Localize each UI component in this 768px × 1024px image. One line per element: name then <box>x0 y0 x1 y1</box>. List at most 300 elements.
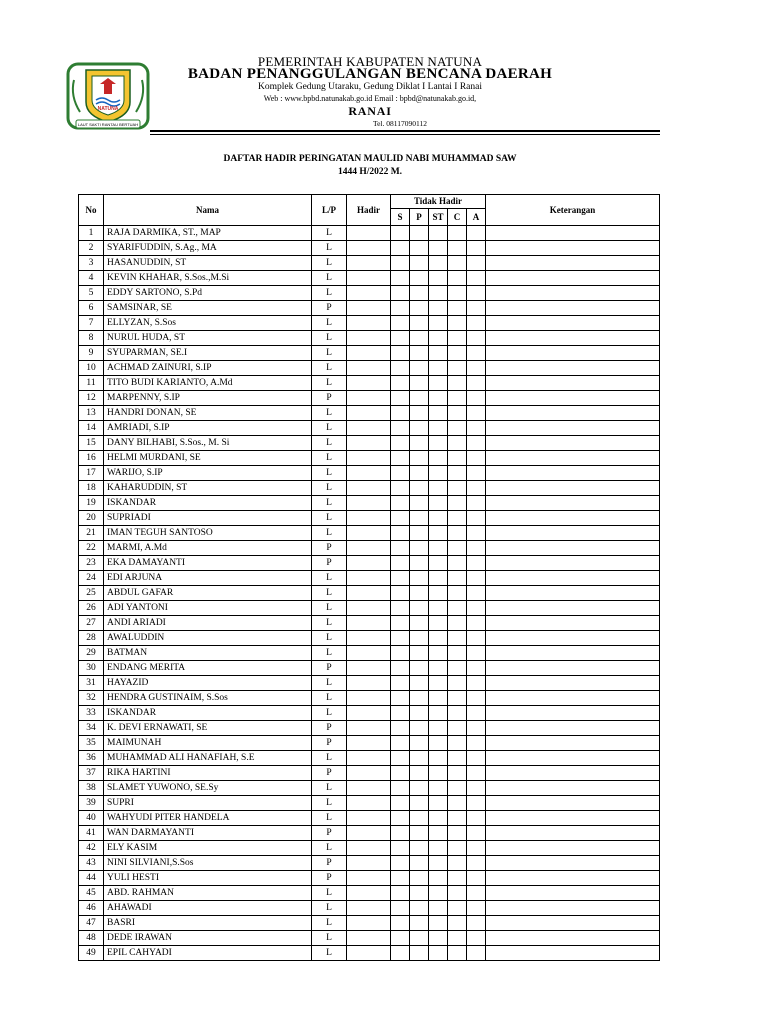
row-name: BASRI <box>104 916 312 931</box>
row-hadir-cell <box>347 886 391 901</box>
row-name: HANDRI DONAN, SE <box>104 406 312 421</box>
row-gender: L <box>312 901 347 916</box>
row-keterangan-cell <box>486 406 660 421</box>
row-number: 7 <box>79 316 104 331</box>
row-keterangan-cell <box>486 451 660 466</box>
row-number: 40 <box>79 811 104 826</box>
row-c-cell <box>448 766 467 781</box>
table-row <box>79 556 660 571</box>
table-row <box>79 406 660 421</box>
row-number: 6 <box>79 301 104 316</box>
row-p-cell <box>410 286 429 301</box>
row-a-cell <box>467 526 486 541</box>
row-number: 25 <box>79 586 104 601</box>
table-row <box>79 616 660 631</box>
row-name: EDDY SARTONO, S.Pd <box>104 286 312 301</box>
row-a-cell <box>467 811 486 826</box>
row-s-cell <box>391 931 410 946</box>
document-year: 1444 H/2022 M. <box>337 167 403 177</box>
row-hadir-cell <box>347 796 391 811</box>
row-keterangan-cell <box>486 751 660 766</box>
row-p-cell <box>410 751 429 766</box>
row-st-cell <box>429 361 448 376</box>
table-row <box>79 916 660 931</box>
row-p-cell <box>410 601 429 616</box>
row-c-cell <box>448 256 467 271</box>
row-p-cell <box>410 841 429 856</box>
col-header-c: C <box>448 209 467 226</box>
row-gender: L <box>312 226 347 241</box>
row-number: 24 <box>79 571 104 586</box>
svg-text:LAUT SAKTI RANTAU BERTUAH: LAUT SAKTI RANTAU BERTUAH <box>77 122 139 127</box>
row-hadir-cell <box>347 541 391 556</box>
row-number: 35 <box>79 736 104 751</box>
row-p-cell <box>410 646 429 661</box>
row-name: DEDE IRAWAN <box>104 931 312 946</box>
row-a-cell <box>467 481 486 496</box>
row-a-cell <box>467 226 486 241</box>
row-keterangan-cell <box>486 676 660 691</box>
row-p-cell <box>410 676 429 691</box>
row-number: 41 <box>79 826 104 841</box>
row-name: DANY BILHABI, S.Sos., M. Si <box>104 436 312 451</box>
row-hadir-cell <box>347 901 391 916</box>
row-s-cell <box>391 391 410 406</box>
row-st-cell <box>429 286 448 301</box>
row-name: ADI YANTONI <box>104 601 312 616</box>
row-number: 33 <box>79 706 104 721</box>
row-number: 22 <box>79 541 104 556</box>
row-name: SUPRI <box>104 796 312 811</box>
row-name: HENDRA GUSTINAIM, S.Sos <box>104 691 312 706</box>
row-hadir-cell <box>347 466 391 481</box>
row-st-cell <box>429 616 448 631</box>
header-address: Komplek Gedung Utaraku, Gedung Diklat I Lantai I Ranai <box>258 82 482 92</box>
row-gender: L <box>312 646 347 661</box>
row-st-cell <box>429 541 448 556</box>
table-row <box>79 301 660 316</box>
row-name: MARMI, A.Md <box>104 541 312 556</box>
row-gender: L <box>312 436 347 451</box>
row-s-cell <box>391 796 410 811</box>
row-st-cell <box>429 661 448 676</box>
row-st-cell <box>429 721 448 736</box>
row-hadir-cell <box>347 346 391 361</box>
row-s-cell <box>391 286 410 301</box>
row-gender: L <box>312 271 347 286</box>
table-row <box>79 661 660 676</box>
table-row <box>79 856 660 871</box>
row-s-cell <box>391 271 410 286</box>
row-s-cell <box>391 331 410 346</box>
row-st-cell <box>429 406 448 421</box>
row-s-cell <box>391 541 410 556</box>
row-a-cell <box>467 241 486 256</box>
row-p-cell <box>410 391 429 406</box>
row-a-cell <box>467 256 486 271</box>
col-header-lp: L/P <box>312 195 347 226</box>
row-s-cell <box>391 586 410 601</box>
row-gender: L <box>312 946 347 961</box>
row-s-cell <box>391 691 410 706</box>
table-row <box>79 226 660 241</box>
row-a-cell <box>467 931 486 946</box>
row-a-cell <box>467 436 486 451</box>
table-row <box>79 691 660 706</box>
row-hadir-cell <box>347 451 391 466</box>
row-hadir-cell <box>347 601 391 616</box>
header-phone: Tel. 08117090112 <box>373 119 427 128</box>
row-number: 45 <box>79 886 104 901</box>
row-st-cell <box>429 631 448 646</box>
row-name: SUPRIADI <box>104 511 312 526</box>
row-name: WAHYUDI PITER HANDELA <box>104 811 312 826</box>
table-row <box>79 646 660 661</box>
row-st-cell <box>429 856 448 871</box>
row-keterangan-cell <box>486 931 660 946</box>
row-c-cell <box>448 811 467 826</box>
table-row <box>79 901 660 916</box>
table-row <box>79 466 660 481</box>
row-keterangan-cell <box>486 721 660 736</box>
row-p-cell <box>410 436 429 451</box>
row-keterangan-cell <box>486 466 660 481</box>
row-gender: P <box>312 661 347 676</box>
row-keterangan-cell <box>486 301 660 316</box>
col-header-nama: Nama <box>104 195 312 226</box>
row-name: ACHMAD ZAINURI, S.IP <box>104 361 312 376</box>
row-number: 21 <box>79 526 104 541</box>
row-name: EDI ARJUNA <box>104 571 312 586</box>
row-name: KAHARUDDIN, ST <box>104 481 312 496</box>
row-s-cell <box>391 301 410 316</box>
row-keterangan-cell <box>486 436 660 451</box>
row-p-cell <box>410 271 429 286</box>
row-gender: P <box>312 556 347 571</box>
row-s-cell <box>391 346 410 361</box>
row-c-cell <box>448 361 467 376</box>
row-gender: L <box>312 571 347 586</box>
row-number: 34 <box>79 721 104 736</box>
row-hadir-cell <box>347 571 391 586</box>
row-gender: P <box>312 541 347 556</box>
row-number: 47 <box>79 916 104 931</box>
table-row <box>79 586 660 601</box>
row-keterangan-cell <box>486 271 660 286</box>
col-header-s: S <box>391 209 410 226</box>
row-hadir-cell <box>347 301 391 316</box>
table-row <box>79 316 660 331</box>
row-c-cell <box>448 541 467 556</box>
row-gender: L <box>312 796 347 811</box>
row-p-cell <box>410 616 429 631</box>
table-row <box>79 871 660 886</box>
row-p-cell <box>410 451 429 466</box>
row-number: 8 <box>79 331 104 346</box>
row-hadir-cell <box>347 841 391 856</box>
row-name: ISKANDAR <box>104 496 312 511</box>
row-s-cell <box>391 466 410 481</box>
row-c-cell <box>448 751 467 766</box>
row-keterangan-cell <box>486 781 660 796</box>
row-st-cell <box>429 646 448 661</box>
row-number: 28 <box>79 631 104 646</box>
row-a-cell <box>467 406 486 421</box>
row-name: EKA DAMAYANTI <box>104 556 312 571</box>
row-st-cell <box>429 676 448 691</box>
table-row <box>79 451 660 466</box>
table-row <box>79 376 660 391</box>
row-st-cell <box>429 916 448 931</box>
row-c-cell <box>448 826 467 841</box>
row-name: HELMI MURDANI, SE <box>104 451 312 466</box>
table-row <box>79 721 660 736</box>
col-header-a: A <box>467 209 486 226</box>
row-c-cell <box>448 316 467 331</box>
row-c-cell <box>448 376 467 391</box>
row-number: 42 <box>79 841 104 856</box>
row-p-cell <box>410 331 429 346</box>
row-keterangan-cell <box>486 286 660 301</box>
row-s-cell <box>391 616 410 631</box>
attendance-rows <box>79 226 660 961</box>
col-header-keterangan: Keterangan <box>486 195 660 226</box>
row-st-cell <box>429 421 448 436</box>
row-hadir-cell <box>347 496 391 511</box>
attendance-table <box>78 194 660 961</box>
row-gender: L <box>312 451 347 466</box>
row-name: HAYAZID <box>104 676 312 691</box>
row-keterangan-cell <box>486 496 660 511</box>
row-st-cell <box>429 481 448 496</box>
row-c-cell <box>448 226 467 241</box>
row-number: 10 <box>79 361 104 376</box>
row-number: 19 <box>79 496 104 511</box>
row-a-cell <box>467 541 486 556</box>
row-a-cell <box>467 916 486 931</box>
row-name: ELLYZAN, S.Sos <box>104 316 312 331</box>
row-p-cell <box>410 931 429 946</box>
row-s-cell <box>391 751 410 766</box>
row-s-cell <box>391 661 410 676</box>
row-gender: L <box>312 331 347 346</box>
row-a-cell <box>467 706 486 721</box>
row-gender: L <box>312 886 347 901</box>
row-keterangan-cell <box>486 736 660 751</box>
row-c-cell <box>448 421 467 436</box>
row-st-cell <box>429 841 448 856</box>
row-s-cell <box>391 841 410 856</box>
row-c-cell <box>448 556 467 571</box>
table-row <box>79 946 660 961</box>
row-c-cell <box>448 436 467 451</box>
row-st-cell <box>429 931 448 946</box>
row-s-cell <box>391 241 410 256</box>
row-p-cell <box>410 811 429 826</box>
row-c-cell <box>448 946 467 961</box>
row-a-cell <box>467 781 486 796</box>
table-row <box>79 631 660 646</box>
row-number: 15 <box>79 436 104 451</box>
row-keterangan-cell <box>486 766 660 781</box>
row-keterangan-cell <box>486 376 660 391</box>
row-s-cell <box>391 736 410 751</box>
row-number: 48 <box>79 931 104 946</box>
table-row <box>79 331 660 346</box>
row-hadir-cell <box>347 721 391 736</box>
row-p-cell <box>410 631 429 646</box>
row-a-cell <box>467 856 486 871</box>
table-row <box>79 481 660 496</box>
row-gender: L <box>312 751 347 766</box>
row-hadir-cell <box>347 556 391 571</box>
row-hadir-cell <box>347 931 391 946</box>
row-s-cell <box>391 646 410 661</box>
row-hadir-cell <box>347 526 391 541</box>
row-gender: L <box>312 466 347 481</box>
row-keterangan-cell <box>486 796 660 811</box>
header-divider-thin <box>150 134 660 135</box>
row-name: AWALUDDIN <box>104 631 312 646</box>
row-s-cell <box>391 421 410 436</box>
row-hadir-cell <box>347 946 391 961</box>
row-a-cell <box>467 586 486 601</box>
row-st-cell <box>429 241 448 256</box>
row-name: MARPENNY, S.IP <box>104 391 312 406</box>
row-p-cell <box>410 556 429 571</box>
row-p-cell <box>410 406 429 421</box>
row-keterangan-cell <box>486 316 660 331</box>
row-hadir-cell <box>347 751 391 766</box>
row-p-cell <box>410 796 429 811</box>
row-c-cell <box>448 406 467 421</box>
row-number: 46 <box>79 901 104 916</box>
row-a-cell <box>467 826 486 841</box>
row-name: SLAMET YUWONO, SE.Sy <box>104 781 312 796</box>
row-name: ANDI ARIADI <box>104 616 312 631</box>
row-c-cell <box>448 496 467 511</box>
row-name: YULI HESTI <box>104 871 312 886</box>
row-a-cell <box>467 901 486 916</box>
row-a-cell <box>467 361 486 376</box>
row-keterangan-cell <box>486 691 660 706</box>
row-number: 2 <box>79 241 104 256</box>
row-st-cell <box>429 886 448 901</box>
row-hadir-cell <box>347 631 391 646</box>
row-hadir-cell <box>347 661 391 676</box>
row-a-cell <box>467 601 486 616</box>
row-gender: P <box>312 766 347 781</box>
row-st-cell <box>429 946 448 961</box>
table-row <box>79 361 660 376</box>
row-number: 32 <box>79 691 104 706</box>
row-a-cell <box>467 631 486 646</box>
row-number: 17 <box>79 466 104 481</box>
header-agency: BADAN PENANGGULANGAN BENCANA DAERAH <box>187 66 553 82</box>
row-keterangan-cell <box>486 526 660 541</box>
row-keterangan-cell <box>486 646 660 661</box>
row-gender: L <box>312 526 347 541</box>
row-p-cell <box>410 856 429 871</box>
row-hadir-cell <box>347 586 391 601</box>
row-keterangan-cell <box>486 616 660 631</box>
row-a-cell <box>467 946 486 961</box>
row-p-cell <box>410 571 429 586</box>
row-number: 27 <box>79 616 104 631</box>
row-s-cell <box>391 406 410 421</box>
row-hadir-cell <box>347 706 391 721</box>
row-name: BATMAN <box>104 646 312 661</box>
row-p-cell <box>410 226 429 241</box>
header-government: PEMERINTAH KABUPATEN NATUNA <box>257 54 483 69</box>
row-hadir-cell <box>347 436 391 451</box>
row-a-cell <box>467 886 486 901</box>
row-a-cell <box>467 796 486 811</box>
col-header-no: No <box>79 195 104 226</box>
table-row <box>79 526 660 541</box>
row-keterangan-cell <box>486 601 660 616</box>
row-c-cell <box>448 616 467 631</box>
row-keterangan-cell <box>486 706 660 721</box>
row-st-cell <box>429 571 448 586</box>
row-number: 13 <box>79 406 104 421</box>
row-number: 11 <box>79 376 104 391</box>
row-c-cell <box>448 586 467 601</box>
row-gender: L <box>312 601 347 616</box>
row-a-cell <box>467 661 486 676</box>
row-keterangan-cell <box>486 346 660 361</box>
row-c-cell <box>448 661 467 676</box>
row-st-cell <box>429 706 448 721</box>
table-row <box>79 811 660 826</box>
row-name: MAIMUNAH <box>104 736 312 751</box>
row-c-cell <box>448 856 467 871</box>
row-p-cell <box>410 316 429 331</box>
row-c-cell <box>448 781 467 796</box>
row-a-cell <box>467 721 486 736</box>
table-row <box>79 436 660 451</box>
row-keterangan-cell <box>486 556 660 571</box>
row-keterangan-cell <box>486 541 660 556</box>
row-c-cell <box>448 841 467 856</box>
row-a-cell <box>467 736 486 751</box>
row-s-cell <box>391 631 410 646</box>
table-row <box>79 781 660 796</box>
row-a-cell <box>467 376 486 391</box>
row-name: K. DEVI ERNAWATI, SE <box>104 721 312 736</box>
row-hadir-cell <box>347 766 391 781</box>
row-s-cell <box>391 721 410 736</box>
row-p-cell <box>410 886 429 901</box>
row-number: 38 <box>79 781 104 796</box>
row-s-cell <box>391 946 410 961</box>
table-row <box>79 766 660 781</box>
row-a-cell <box>467 571 486 586</box>
row-number: 23 <box>79 556 104 571</box>
row-gender: L <box>312 691 347 706</box>
row-st-cell <box>429 271 448 286</box>
row-keterangan-cell <box>486 841 660 856</box>
row-hadir-cell <box>347 406 391 421</box>
table-row <box>79 391 660 406</box>
row-number: 37 <box>79 766 104 781</box>
row-p-cell <box>410 691 429 706</box>
row-a-cell <box>467 271 486 286</box>
row-gender: L <box>312 781 347 796</box>
table-row <box>79 346 660 361</box>
row-number: 4 <box>79 271 104 286</box>
row-st-cell <box>429 451 448 466</box>
